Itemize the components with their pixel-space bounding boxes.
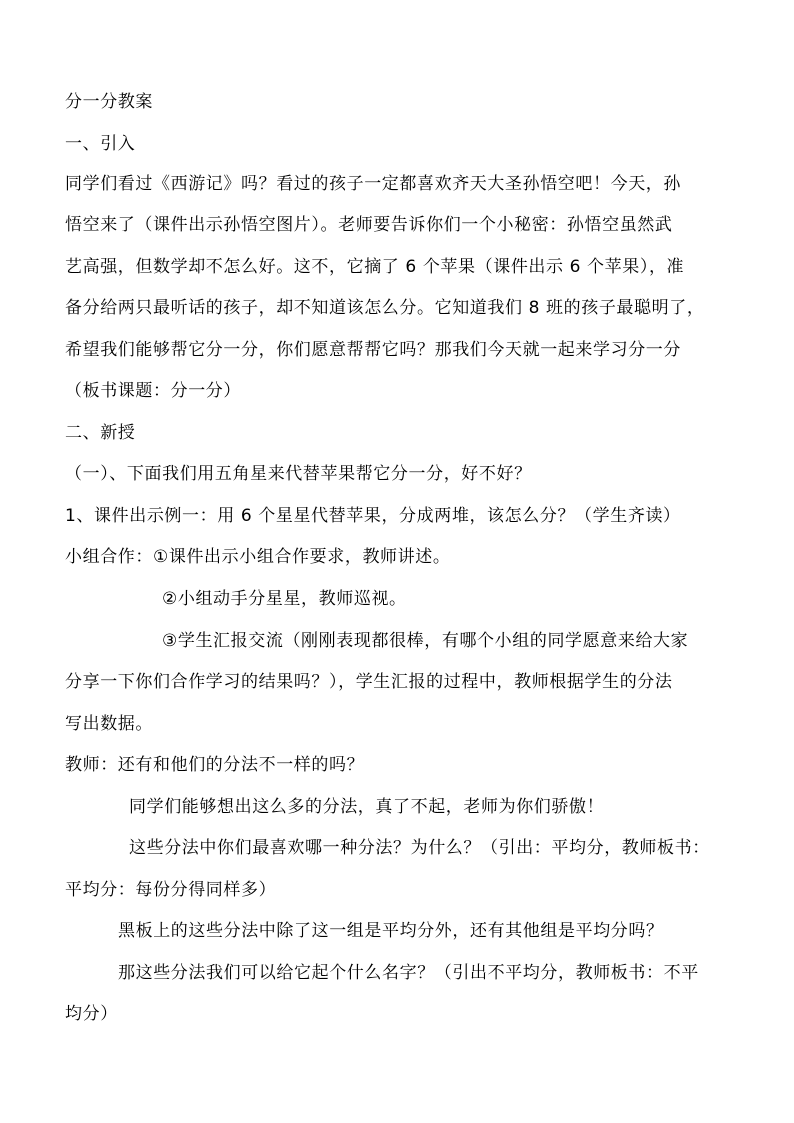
intro-paragraph-line: 悟空来了（课件出示孙悟空图片）。老师要告诉你们一个小秘密：孙悟空虽然武 <box>65 215 673 235</box>
group-work-step-3-line: 分享一下你们合作学习的结果吗？），学生汇报的过程中，教师根据学生的分法 <box>65 672 673 692</box>
section-heading-new-lesson: 二、新授 <box>65 423 136 443</box>
group-work-step-3-line: 写出数据。 <box>65 714 153 734</box>
group-work-step-3-line: ③学生汇报交流（刚刚表现都很棒，有哪个小组的同学愿意来给大家 <box>162 631 689 651</box>
intro-paragraph-line: 备分给两只最听话的孩子，却不知道该怎么分。它知道我们 8 班的孩子最聪明了， <box>65 298 705 318</box>
naming-question-line: 均分） <box>65 1004 118 1024</box>
naming-question-line: 那这些分法我们可以给它起个什么名字？（引出不平均分，教师板书：不平 <box>118 963 699 983</box>
favorite-method-line: 平均分：每份分得同样多） <box>65 880 277 900</box>
group-work-step-2: ②小组动手分星星，教师巡视。 <box>162 589 407 609</box>
other-groups-question: 黑板上的这些分法中除了这一组是平均分外，还有其他组是平均分吗？ <box>118 921 664 941</box>
example-one: 1、课件出示例一：用 6 个星星代替苹果，分成两堆，该怎么分？（学生齐读） <box>65 506 681 526</box>
intro-paragraph-line: 希望我们能够帮它分一分，你们愿意帮帮它吗？那我们今天就一起来学习分一分 <box>65 340 681 360</box>
part-heading: （一）、下面我们用五角星来代替苹果帮它分一分，好不好？ <box>65 464 532 484</box>
teacher-praise: 同学们能够想出这么多的分法，真了不起，老师为你们骄傲！ <box>129 797 605 817</box>
teacher-question: 教师：还有和他们的分法不一样的吗？ <box>65 755 365 775</box>
intro-paragraph-line: （板书课题：分一分） <box>65 381 241 401</box>
group-work-step-1: 小组合作：①课件出示小组合作要求，教师讲述。 <box>65 547 451 567</box>
document-title: 分一分教案 <box>65 92 153 112</box>
section-heading-intro: 一、引入 <box>65 134 136 154</box>
intro-paragraph-line: 艺高强，但数学却不怎么好。这不，它摘了 6 个苹果（课件出示 6 个苹果），准 <box>65 257 685 277</box>
favorite-method-line: 这些分法中你们最喜欢哪一种分法？为什么？（引出：平均分，教师板书： <box>129 838 710 858</box>
intro-paragraph-line: 同学们看过《西游记》吗？看过的孩子一定都喜欢齐天大圣孙悟空吧！今天，孙 <box>65 174 681 194</box>
